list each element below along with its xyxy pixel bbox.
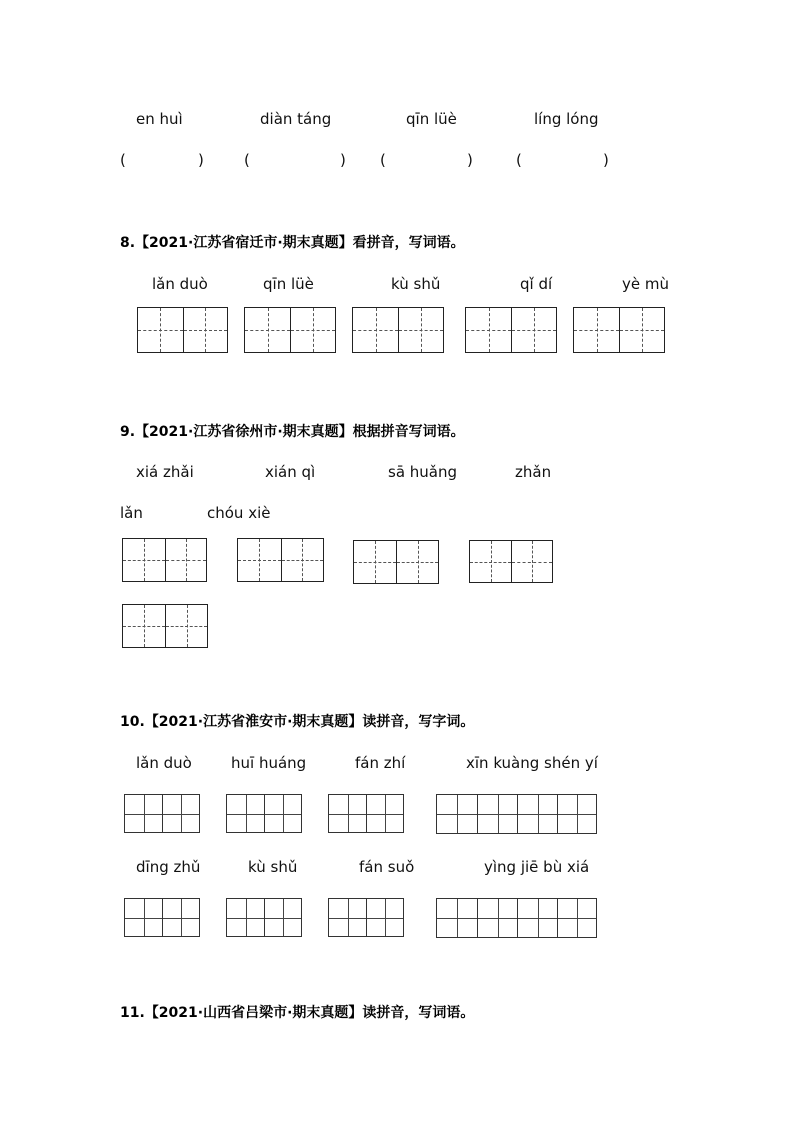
writing-box[interactable]	[353, 540, 439, 584]
pinyin-label: qīn lüè	[406, 110, 457, 128]
answer-paren-open: (	[380, 151, 386, 169]
pinyin-label: dīng zhǔ	[136, 858, 201, 876]
answer-paren-open: (	[120, 151, 126, 169]
writing-box[interactable]	[124, 794, 200, 833]
answer-paren-open: (	[244, 151, 250, 169]
writing-box[interactable]	[436, 794, 597, 834]
pinyin-label: huī huáng	[231, 754, 307, 772]
pinyin-label: qīn lüè	[263, 275, 314, 293]
writing-box[interactable]	[436, 898, 597, 938]
writing-box[interactable]	[328, 898, 404, 937]
answer-paren-close: )	[603, 151, 609, 169]
pinyin-label: kù shǔ	[391, 275, 441, 293]
answer-paren-open: (	[516, 151, 522, 169]
writing-box[interactable]	[573, 307, 665, 353]
writing-box[interactable]	[122, 538, 207, 582]
writing-box[interactable]	[328, 794, 404, 833]
question-title: 10.【2021·江苏省淮安市·期末真题】读拼音，写字词。	[120, 714, 475, 730]
question-title: 11.【2021·山西省吕梁市·期末真题】读拼音，写词语。	[120, 1005, 475, 1021]
pinyin-label: zhǎn	[515, 463, 552, 481]
pinyin-label: en huì	[136, 110, 183, 128]
answer-paren-close: )	[467, 151, 473, 169]
writing-box[interactable]	[226, 794, 302, 833]
pinyin-label: fán suǒ	[359, 858, 415, 876]
pinyin-label: xián qì	[265, 463, 316, 481]
pinyin-label: xīn kuàng shén yí	[466, 754, 598, 772]
answer-paren-close: )	[340, 151, 346, 169]
writing-box[interactable]	[237, 538, 324, 582]
pinyin-label: xiá zhǎi	[136, 463, 194, 481]
question-title: 9.【2021·江苏省徐州市·期末真题】根据拼音写词语。	[120, 424, 465, 440]
question-title: 8.【2021·江苏省宿迁市·期末真题】看拼音，写词语。	[120, 235, 465, 251]
pinyin-label: lǎn duò	[136, 754, 192, 772]
pinyin-label: yìng jiē bù xiá	[484, 858, 590, 876]
pinyin-label: lǎn duò	[152, 275, 208, 293]
pinyin-label: kù shǔ	[248, 858, 298, 876]
answer-paren-close: )	[198, 151, 204, 169]
writing-box[interactable]	[465, 307, 557, 353]
writing-box[interactable]	[124, 898, 200, 937]
pinyin-label: líng lóng	[534, 110, 599, 128]
writing-box[interactable]	[226, 898, 302, 937]
pinyin-label: qǐ dí	[520, 275, 553, 293]
writing-box[interactable]	[122, 604, 208, 648]
pinyin-label: sā huǎng	[388, 463, 458, 481]
pinyin-label: chóu xiè	[207, 504, 271, 522]
pinyin-label: yè mù	[622, 275, 669, 293]
writing-box[interactable]	[137, 307, 228, 353]
pinyin-label: fán zhí	[355, 754, 406, 772]
writing-box[interactable]	[352, 307, 444, 353]
pinyin-label: lǎn	[120, 504, 143, 522]
pinyin-label: diàn táng	[260, 110, 332, 128]
writing-box[interactable]	[469, 540, 553, 583]
writing-box[interactable]	[244, 307, 336, 353]
